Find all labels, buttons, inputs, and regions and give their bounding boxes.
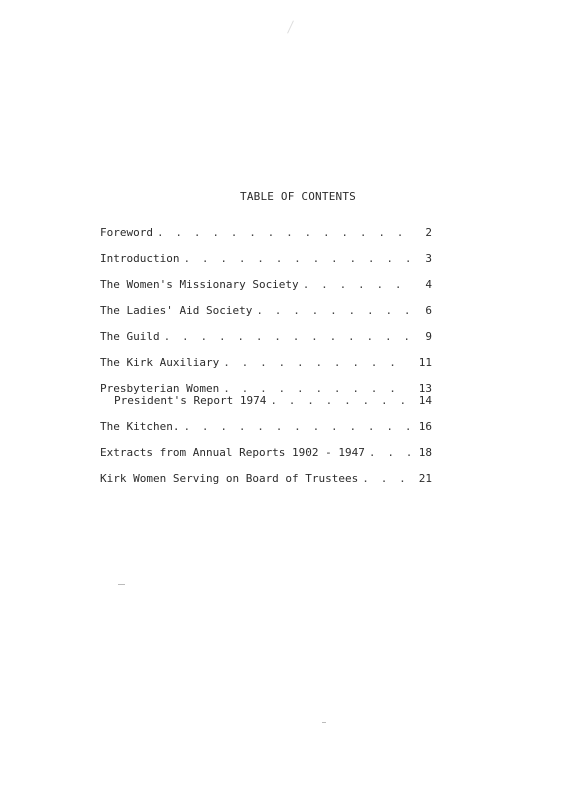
- toc-entry-ladies-aid-society: [100, 304, 432, 330]
- dot-leader: [303, 278, 410, 291]
- scan-speck: [118, 584, 125, 585]
- toc-entry-label: Presbyterian Women: [100, 382, 220, 395]
- toc-entry-page: 11: [418, 356, 432, 369]
- dot-leader: [270, 394, 410, 407]
- table-of-contents: [100, 226, 432, 498]
- toc-entry-label: Kirk Women Serving on Board of Trustees: [100, 472, 359, 485]
- toc-entry-page: 4: [425, 278, 432, 291]
- toc-entry-presbyterian-women: [100, 382, 432, 394]
- toc-entry-kirk-women-trustees: [100, 472, 432, 498]
- toc-entry-label: Foreword: [100, 226, 153, 239]
- dot-leader: [369, 446, 410, 459]
- toc-entry-page: 3: [425, 252, 432, 265]
- toc-entry-womens-missionary-society: [100, 278, 432, 304]
- toc-entry-page: 16: [418, 420, 432, 433]
- toc-entry-page: 2: [425, 226, 432, 239]
- toc-entry-introduction: [100, 252, 432, 278]
- toc-entry-label: The Guild: [100, 330, 160, 343]
- toc-entry-label: The Women's Missionary Society: [100, 278, 299, 291]
- toc-entry-label: Extracts from Annual Reports 1902 - 1947: [100, 446, 365, 459]
- toc-entry-page: 6: [425, 304, 432, 317]
- dot-leader: [157, 226, 410, 239]
- toc-entry-page: 9: [425, 330, 432, 343]
- dot-leader: [223, 356, 410, 369]
- scan-speck: [322, 722, 326, 723]
- toc-entry-label: The Ladies' Aid Society: [100, 304, 253, 317]
- toc-entry-label: The Kitchen.: [100, 420, 180, 433]
- dot-leader: [362, 472, 410, 485]
- toc-entry-page: 21: [418, 472, 432, 485]
- toc-entry-presidents-report: [100, 394, 432, 420]
- toc-entry-kitchen: [100, 420, 432, 446]
- toc-entry-page: 18: [418, 446, 432, 459]
- toc-entry-extracts-annual-reports: [100, 446, 432, 472]
- toc-entry-guild: [100, 330, 432, 356]
- toc-entry-page: 13: [418, 382, 432, 395]
- dot-leader: [256, 304, 410, 317]
- dot-leader: [183, 252, 410, 265]
- page-title: TABLE OF CONTENTS: [240, 190, 356, 203]
- dot-leader: [183, 420, 410, 433]
- toc-entry-page: 14: [418, 394, 432, 407]
- toc-entry-foreword: [100, 226, 432, 252]
- scan-speck: [287, 20, 294, 33]
- toc-entry-label: Introduction: [100, 252, 180, 265]
- toc-entry-kirk-auxiliary: [100, 356, 432, 382]
- toc-entry-label: The Kirk Auxiliary: [100, 356, 220, 369]
- dot-leader: [164, 330, 410, 343]
- toc-entry-label: President's Report 1974: [114, 394, 267, 407]
